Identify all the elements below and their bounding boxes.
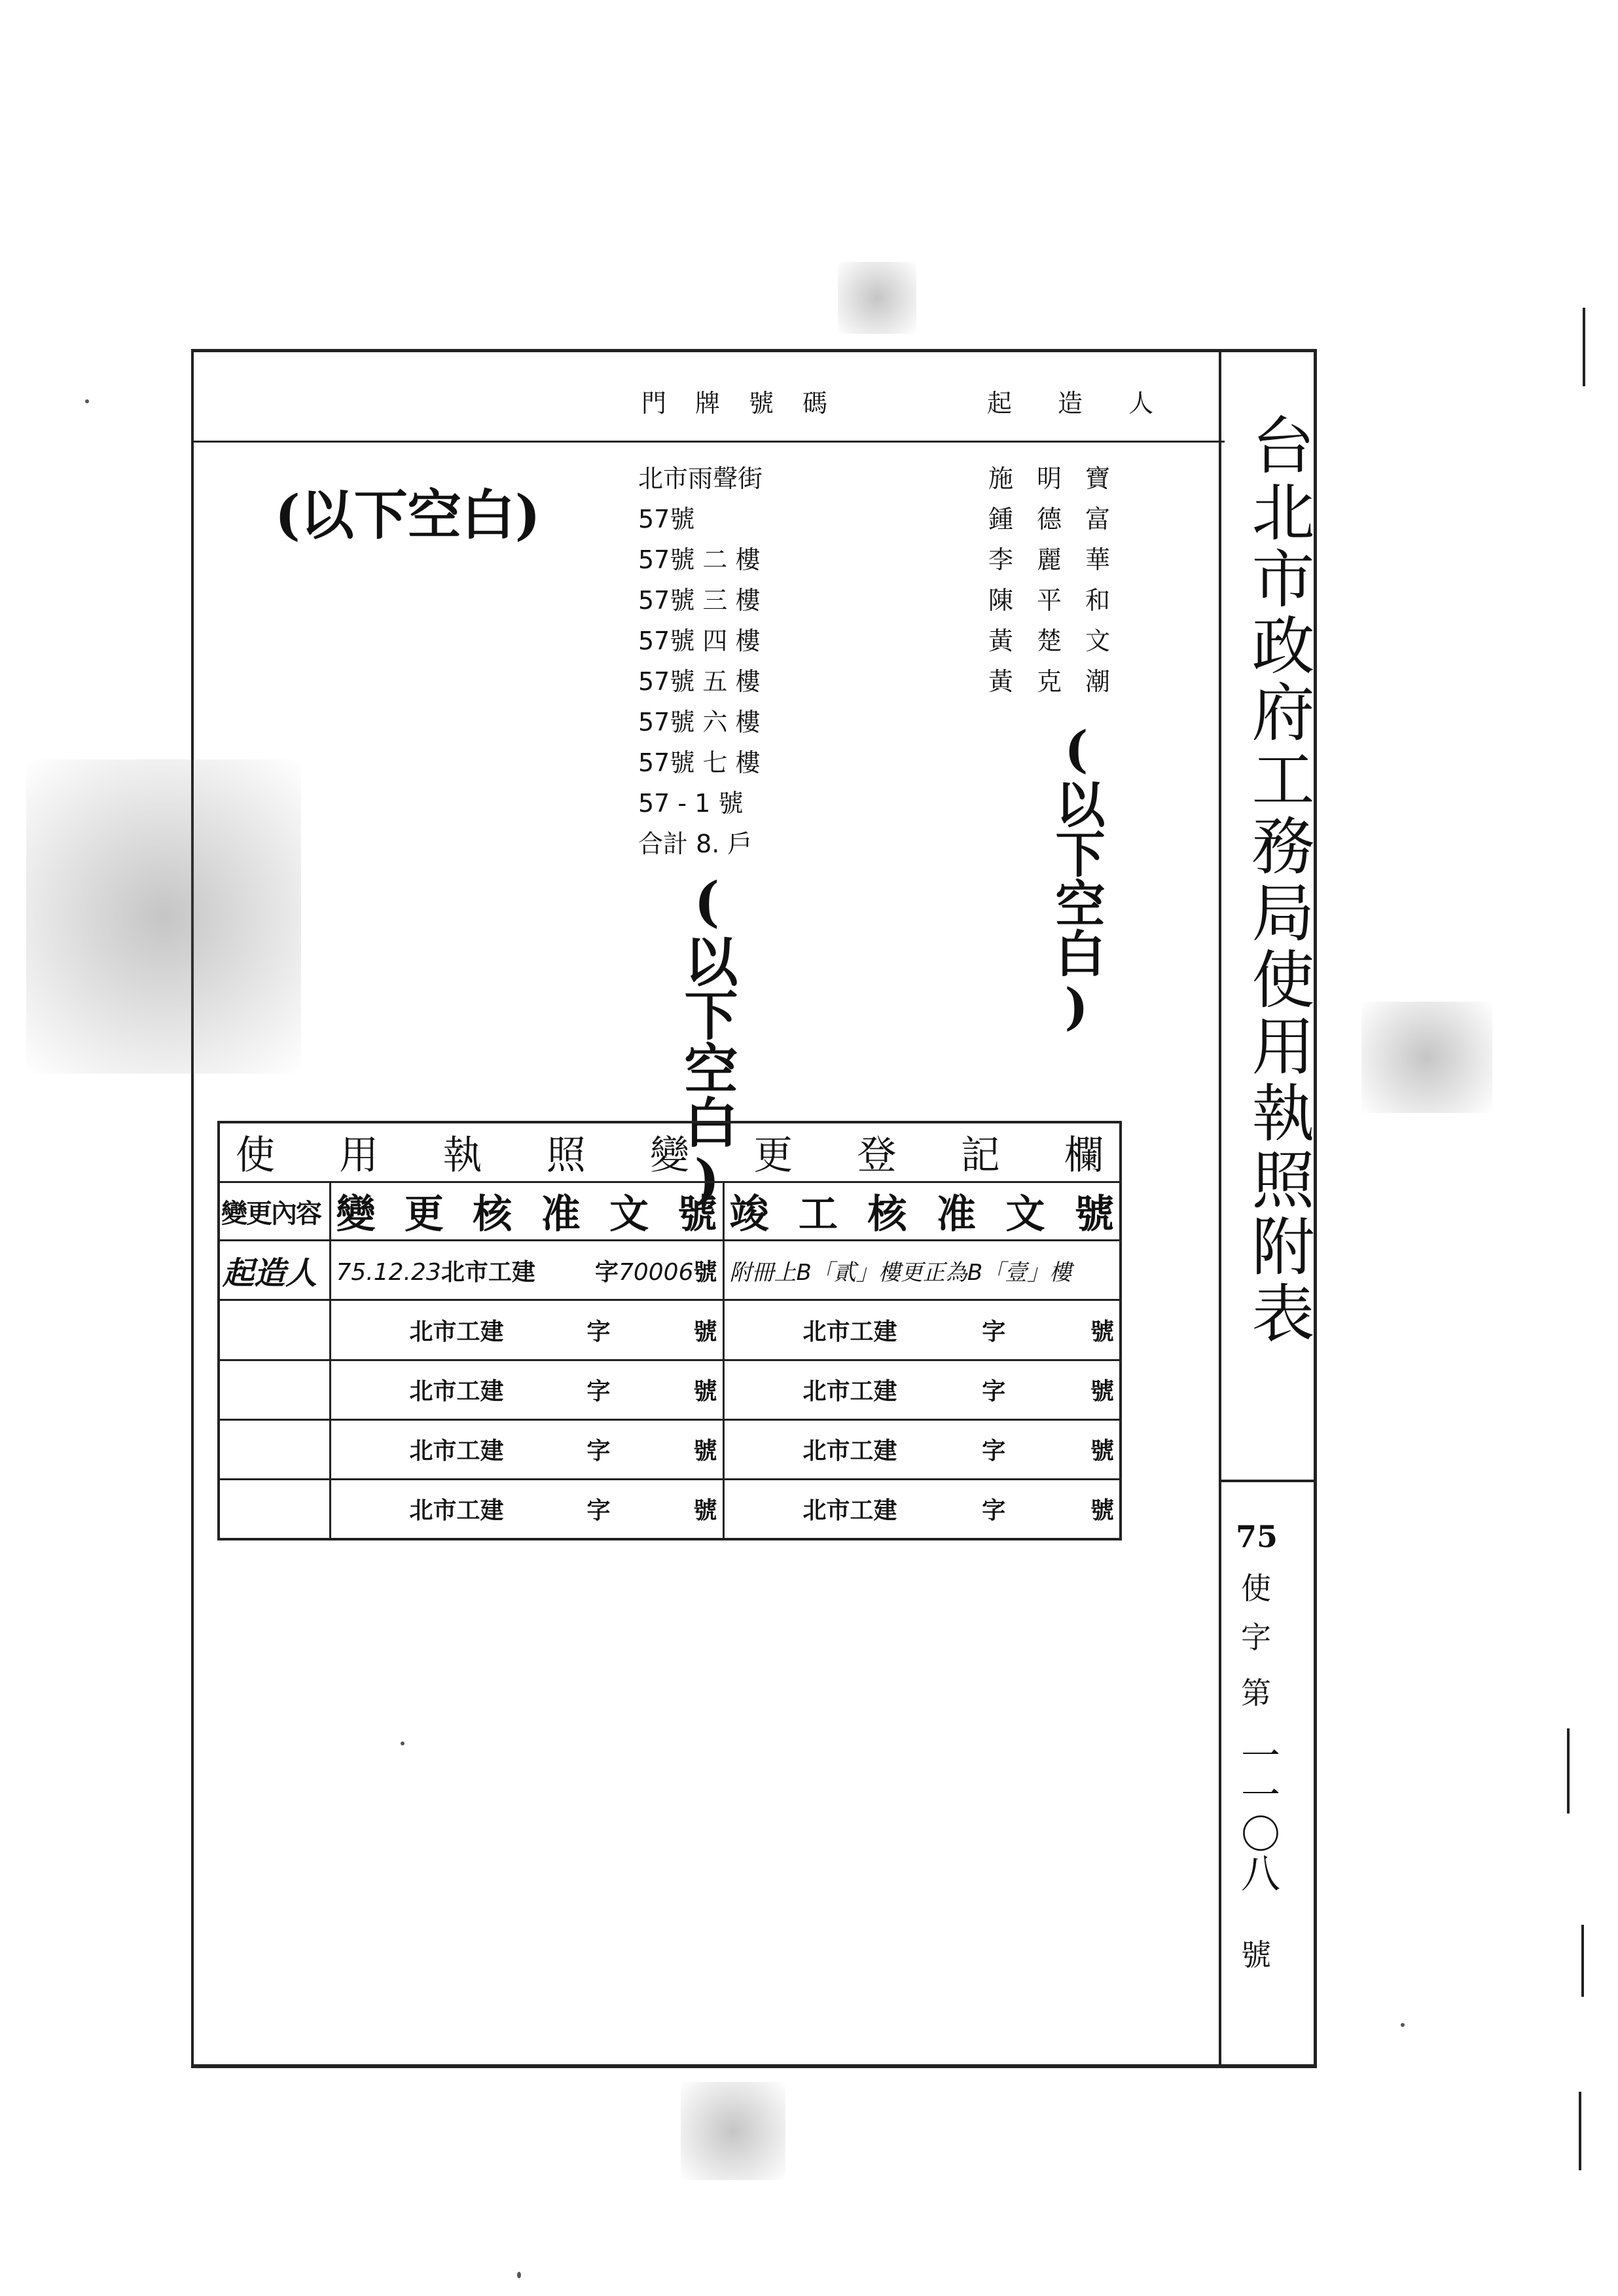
owner-name: 黃克潮	[988, 667, 1134, 696]
owner-name: 黃楚文	[988, 627, 1134, 655]
change-register-table	[217, 1121, 1122, 1540]
permit-type: 使	[1241, 1571, 1271, 1606]
owner-name: 施明寶	[988, 464, 1134, 493]
address-header: 門 牌 號 碼	[641, 389, 829, 418]
row-approval: 北市工建 字 號	[330, 1300, 723, 1360]
permit-year: 75	[1236, 1519, 1278, 1554]
row-approval: 北市工建 字 號	[330, 1479, 723, 1539]
table-row	[219, 1419, 1121, 1479]
blank-mark-owners: (以下空白)	[1047, 720, 1106, 1036]
scan-edge-mark	[1567, 1728, 1570, 1813]
column-header-content: 變更內容	[219, 1182, 330, 1241]
blank-mark-addresses: (以下空白)	[675, 871, 738, 1211]
row-content	[219, 1360, 330, 1419]
row-approval: 北市工建 字 號	[330, 1360, 723, 1419]
table-row	[219, 1241, 1121, 1300]
scan-smudge	[838, 262, 916, 334]
address-line: 57號 六 樓	[638, 708, 761, 737]
owner-name: 陳平和	[988, 586, 1134, 615]
address-line: 北市雨聲街	[638, 464, 763, 493]
owner-name: 鍾德富	[988, 505, 1134, 534]
row-content	[219, 1300, 330, 1360]
address-line: 合計 8. 戶	[638, 829, 753, 858]
header-divider	[194, 441, 1225, 443]
row-content	[219, 1479, 330, 1539]
address-line: 57號 二 樓	[638, 545, 761, 574]
owner-name: 李麗華	[988, 545, 1134, 574]
scan-speck	[1401, 2023, 1405, 2027]
address-line: 57號 三 樓	[638, 586, 761, 615]
address-line: 57號 七 樓	[638, 748, 761, 777]
row-completion: 北市工建 字 號	[723, 1300, 1121, 1360]
row-content	[219, 1419, 330, 1479]
row-completion: 北市工建 字 號	[723, 1479, 1121, 1539]
address-line: 57號 五 樓	[638, 667, 761, 696]
scan-edge-mark	[1581, 1925, 1584, 1997]
row-completion: 北市工建 字 號	[723, 1419, 1121, 1479]
address-line: 57號	[638, 505, 695, 534]
row-completion: 北市工建 字 號	[723, 1360, 1121, 1419]
table-row	[219, 1479, 1121, 1539]
table-row	[219, 1360, 1121, 1419]
scan-speck	[517, 2272, 521, 2278]
scan-edge-mark	[1579, 2092, 1581, 2170]
permit-order: 第	[1241, 1675, 1271, 1711]
permit-char: 字	[1241, 1620, 1271, 1655]
scan-speck	[85, 399, 89, 403]
scan-speck	[401, 1741, 404, 1745]
scan-smudge	[1361, 1002, 1492, 1113]
row-approval: 75.12.23北市工建 字70006號	[330, 1241, 723, 1300]
scan-edge-mark	[1583, 308, 1585, 386]
page-title: 台北市政府工務局使用執照附表	[1242, 412, 1315, 1347]
owner-header: 起 造 人	[987, 389, 1155, 418]
address-line: 57 - 1 號	[638, 789, 744, 818]
scan-smudge	[681, 2082, 785, 2180]
scan-smudge	[26, 759, 301, 1074]
permit-number: 一一〇八	[1234, 1735, 1280, 1892]
table-row	[219, 1300, 1121, 1360]
title-column-divider	[1219, 352, 1221, 2066]
blank-mark-left: (以下空白)	[275, 484, 541, 547]
permit-suffix: 號	[1241, 1937, 1271, 1973]
row-content: 起造人	[219, 1241, 330, 1300]
column-header-completion: 竣工核准文號	[723, 1182, 1121, 1241]
row-completion: 附冊上B「貳」樓更正為B「壹」樓	[723, 1241, 1121, 1300]
row-approval: 北市工建 字 號	[330, 1419, 723, 1479]
register-title: 使用執照變更登記欄	[219, 1122, 1121, 1182]
title-column-split	[1221, 1480, 1314, 1482]
column-header-approval: 變更核准文號	[330, 1182, 723, 1241]
address-line: 57號 四 樓	[638, 627, 761, 655]
